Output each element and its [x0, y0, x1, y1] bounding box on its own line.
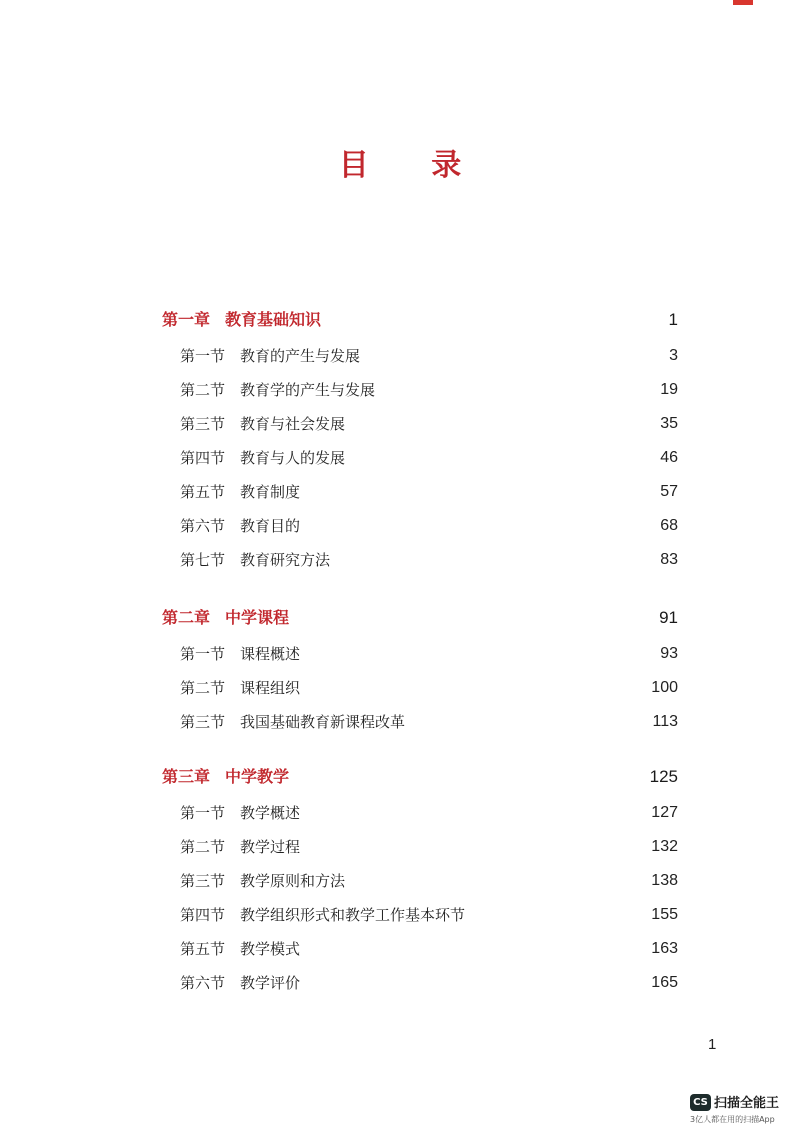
section-row[interactable]	[0, 545, 800, 575]
section-label: 第二节	[180, 381, 226, 399]
section-label: 第五节	[180, 940, 226, 958]
section-page: 165	[651, 974, 678, 991]
chapter-row[interactable]	[0, 305, 800, 335]
chapter-page: 1	[668, 310, 678, 329]
chapter-label: 第二章	[162, 608, 211, 627]
chapter-page: 91	[659, 608, 678, 627]
section-title: 教学模式	[240, 940, 301, 958]
chapter-title: 中学教学	[225, 767, 290, 786]
chapter-row[interactable]	[0, 603, 800, 633]
section-label: 第六节	[180, 974, 226, 992]
chapter-label: 第一章	[162, 310, 211, 329]
section-title: 教育与社会发展	[240, 415, 346, 433]
section-row[interactable]	[0, 707, 800, 737]
section-row[interactable]	[0, 798, 800, 828]
section-label: 第一节	[180, 804, 226, 822]
section-row[interactable]	[0, 968, 800, 998]
watermark-title: 扫描全能王	[714, 1096, 780, 1111]
section-title: 教育目的	[240, 517, 301, 535]
watermark-subtitle: 3亿人都在用的扫描App	[690, 1115, 775, 1124]
section-title: 教育学的产生与发展	[240, 381, 376, 399]
section-page: 35	[660, 415, 678, 432]
page-title: 目 录	[338, 148, 488, 183]
section-row[interactable]	[0, 866, 800, 896]
page-number: 1	[708, 1036, 717, 1053]
section-label: 第六节	[180, 517, 226, 535]
section-title: 教学组织形式和教学工作基本环节	[240, 906, 466, 924]
section-page: 113	[652, 713, 678, 730]
section-page: 138	[651, 872, 678, 889]
section-title: 教学过程	[240, 838, 301, 856]
section-page: 68	[660, 517, 678, 534]
section-label: 第三节	[180, 713, 226, 731]
section-label: 第二节	[180, 838, 226, 856]
chapter-row[interactable]	[0, 762, 800, 792]
chapter-label: 第三章	[162, 767, 211, 786]
section-page: 155	[651, 906, 678, 923]
section-title: 教学原则和方法	[240, 872, 346, 890]
section-title: 教育的产生与发展	[240, 347, 361, 365]
section-page: 100	[651, 679, 678, 696]
section-label: 第四节	[180, 906, 226, 924]
section-page: 93	[660, 645, 678, 662]
section-title: 课程组织	[240, 679, 301, 697]
section-label: 第七节	[180, 551, 226, 569]
camscanner-logo-icon: CS	[690, 1094, 711, 1111]
section-label: 第四节	[180, 449, 226, 467]
section-page: 57	[660, 483, 678, 500]
section-title: 我国基础教育新课程改革	[240, 713, 406, 731]
section-page: 83	[660, 551, 678, 568]
section-row[interactable]	[0, 341, 800, 371]
section-label: 第三节	[180, 872, 226, 890]
section-page: 3	[669, 347, 678, 364]
section-row[interactable]	[0, 639, 800, 669]
section-page: 127	[651, 804, 678, 821]
section-title: 教育与人的发展	[240, 449, 346, 467]
section-row[interactable]	[0, 934, 800, 964]
section-row[interactable]	[0, 673, 800, 703]
section-label: 第一节	[180, 347, 226, 365]
section-title: 教育制度	[240, 483, 301, 501]
scanner-watermark	[690, 1090, 794, 1130]
section-page: 163	[651, 940, 678, 957]
section-title: 教学概述	[240, 804, 301, 822]
section-row[interactable]	[0, 832, 800, 862]
section-label: 第一节	[180, 645, 226, 663]
section-row[interactable]	[0, 409, 800, 439]
section-row[interactable]	[0, 511, 800, 541]
chapter-page: 125	[649, 767, 678, 786]
section-page: 46	[660, 449, 678, 466]
section-page: 19	[660, 381, 678, 398]
chapter-title: 教育基础知识	[225, 310, 322, 329]
section-row[interactable]	[0, 477, 800, 507]
section-title: 教育研究方法	[240, 551, 331, 569]
section-row[interactable]	[0, 900, 800, 930]
section-row[interactable]	[0, 443, 800, 473]
section-page: 132	[651, 838, 678, 855]
section-title: 教学评价	[240, 974, 301, 992]
section-label: 第三节	[180, 415, 226, 433]
section-title: 课程概述	[240, 645, 301, 663]
section-label: 第二节	[180, 679, 226, 697]
section-row[interactable]	[0, 375, 800, 405]
section-label: 第五节	[180, 483, 226, 501]
chapter-title: 中学课程	[225, 608, 290, 627]
